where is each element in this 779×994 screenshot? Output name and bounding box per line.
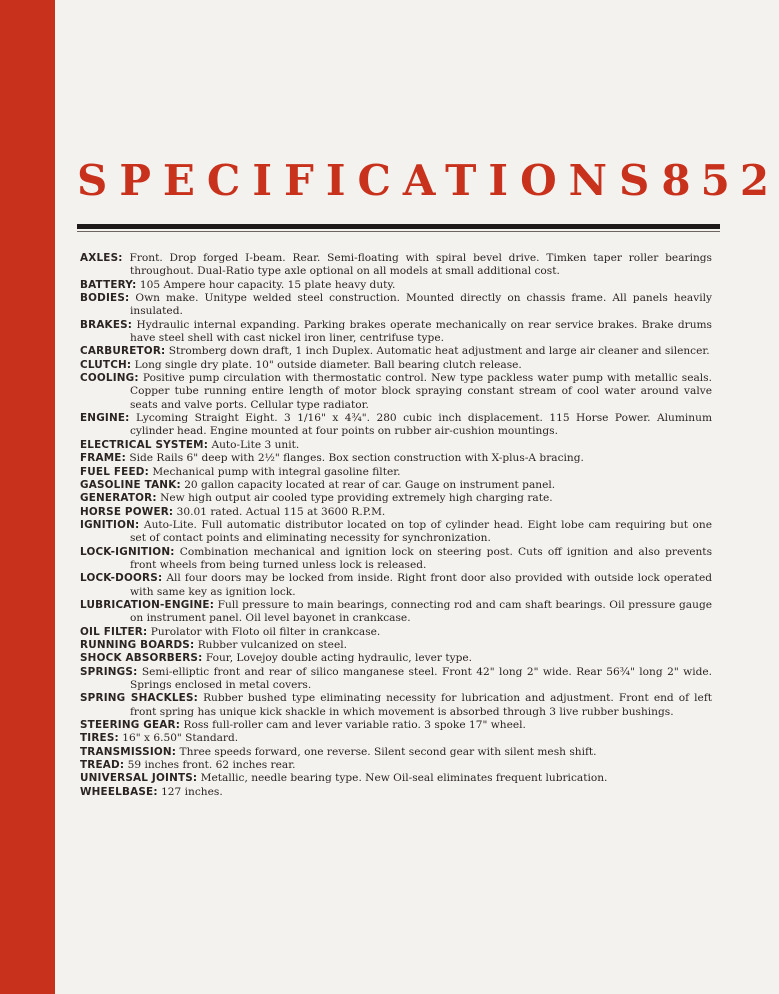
spec-label: BODIES:	[80, 292, 130, 305]
spec-label: FRAME:	[80, 452, 126, 465]
spec-entry	[80, 666, 712, 693]
spec-label: HORSE POWER:	[80, 505, 174, 518]
spec-entry	[80, 345, 712, 358]
spec-text: Purolator with Floto oil filter in crankcase.	[150, 625, 381, 638]
spec-text: 59 inches front. 62 inches rear.	[127, 759, 296, 772]
spec-label: ENGINE:	[80, 412, 130, 425]
spec-label: TIRES:	[80, 732, 119, 745]
spec-label: GENERATOR:	[80, 492, 157, 505]
spec-text: Combination mechanical and ignition lock on steering post. Cuts off ignition and also prevents front wheels from being turned unless lock is released.	[130, 545, 713, 571]
spec-entry	[80, 292, 712, 319]
spec-text: 20 gallon capacity located at rear of car. Gauge on instrument panel.	[184, 478, 556, 491]
spec-entry	[80, 492, 712, 505]
spec-text: Positive pump circulation with thermostatic control. New type packless water pump with metallic seals. Copper tube running entire length of motor block spraying constant stream of cool water around valve seats and valve ports. Cellular type radiator.	[130, 372, 712, 411]
specifications-list	[80, 252, 712, 799]
spec-label: OIL FILTER:	[80, 625, 148, 638]
spec-entry	[80, 759, 712, 772]
title-rule-thick	[77, 224, 720, 229]
spec-text: Rubber vulcanized on steel.	[197, 638, 347, 651]
spec-entry	[80, 372, 712, 412]
spec-text: New high output air cooled type providing extremely high charging rate.	[160, 492, 553, 505]
spec-entry	[80, 692, 712, 719]
spec-entry	[80, 479, 712, 492]
spec-text: Side Rails 6" deep with 2½" flanges. Box section construction with X-plus-A bracing.	[129, 452, 584, 465]
spec-entry	[80, 786, 712, 799]
spec-entry	[80, 746, 712, 759]
spec-text: Long single dry plate. 10" outside diameter. Ball bearing clutch release.	[134, 358, 522, 371]
spec-text: Four, Lovejoy double acting hydraulic, lever type.	[205, 652, 473, 665]
spec-text: Front. Drop forged I-beam. Rear. Semi-floating with spiral bevel drive. Timken taper roller bearings throughout. Dual-Ratio type axle optional on all models at small additional cost.	[129, 252, 712, 278]
page-title	[77, 156, 779, 205]
spec-label: SPRINGS:	[80, 665, 138, 678]
spec-entry	[80, 506, 712, 519]
spec-label: UNIVERSAL JOINTS:	[80, 772, 198, 785]
spec-label: COOLING:	[80, 372, 139, 385]
spec-text: 127 inches.	[161, 785, 223, 798]
spec-label: TREAD:	[80, 759, 125, 772]
spec-entry	[80, 652, 712, 665]
spec-entry	[80, 279, 712, 292]
spec-entry	[80, 412, 712, 439]
spec-entry	[80, 772, 712, 785]
spec-text: Ross full-roller cam and lever variable ratio. 3 spoke 17" wheel.	[183, 719, 526, 732]
spec-entry	[80, 719, 712, 732]
spec-entry	[80, 252, 712, 279]
title-word: SPECIFICATIONS	[77, 156, 662, 205]
spec-entry	[80, 319, 712, 346]
spec-label: CARBURETOR:	[80, 345, 166, 358]
spec-label: LOCK-IGNITION:	[80, 545, 175, 558]
spec-text: Stromberg down draft, 1 inch Duplex. Automatic heat adjustment and large air cleaner and silencer.	[168, 345, 710, 358]
spec-label: BATTERY:	[80, 278, 137, 291]
spec-text: Semi-elliptic front and rear of silico manganese steel. Front 42" long 2" wide. Rear 56¾" long 2" wide. Springs enclosed in metal covers.	[130, 665, 713, 691]
spec-label: FUEL FEED:	[80, 465, 149, 478]
spec-text: All four doors may be locked from inside. Right front door also provided with outside lock operated with same key as ignition lock.	[130, 572, 712, 598]
spec-text: Mechanical pump with integral gasoline filter.	[152, 465, 401, 478]
spec-entry	[80, 519, 712, 546]
spec-label: IGNITION:	[80, 518, 140, 531]
spec-entry	[80, 546, 712, 573]
spec-label: STEERING GEAR:	[80, 719, 181, 732]
spec-text: 30.01 rated. Actual 115 at 3600 R.P.M.	[176, 505, 386, 518]
spec-label: AXLES:	[80, 252, 123, 264]
spec-entry	[80, 572, 712, 599]
spec-label: GASOLINE TANK:	[80, 478, 181, 491]
title-rule-thin	[77, 231, 720, 232]
spec-text: Metallic, needle bearing type. New Oil-seal eliminates frequent lubrication.	[200, 772, 608, 785]
spec-label: SPRING SHACKLES:	[80, 692, 198, 705]
spec-label: CLUTCH:	[80, 358, 132, 371]
spec-label: ELECTRICAL SYSTEM:	[80, 438, 209, 451]
spec-entry	[80, 732, 712, 745]
spec-label: SHOCK ABSORBERS:	[80, 652, 203, 665]
spec-entry	[80, 626, 712, 639]
spec-text: Auto-Lite. Full automatic distributor located on top of cylinder head. Eight lobe cam requiring but one set of contact points and eliminating necessity for synchronization.	[130, 518, 712, 545]
spec-label: RUNNING BOARDS:	[80, 638, 195, 651]
spec-label: WHEELBASE:	[80, 785, 158, 798]
spec-entry	[80, 359, 712, 372]
spec-entry	[80, 439, 712, 452]
spec-label: LUBRICATION-ENGINE:	[80, 598, 215, 611]
spec-text: Full pressure to main bearings, connecting rod and cam shaft bearings. Oil pressure gauge on instrument panel. Oil level bayonet in crankcase.	[130, 598, 712, 625]
spec-text: Lycoming Straight Eight. 3 1/16" x 4¾". 280 cubic inch displacement. 115 Horse Power. Aluminum cylinder head. Engine mounted at four points on rubber air-cushion mountings.	[130, 412, 712, 438]
spec-label: BRAKES:	[80, 318, 133, 331]
red-margin-band	[0, 0, 55, 994]
spec-text: Hydraulic internal expanding. Parking brakes operate mechanically on rear service brakes. Brake drums have steel shell with cast nickel iron liner, centrifuse type.	[130, 318, 712, 345]
spec-text: Rubber bushed type eliminating necessity for lubrication and adjustment. Front end of left front spring has unique kick shackle in which movement is absorbed through 3 live rubber bushings.	[130, 692, 713, 718]
spec-text: Three speeds forward, one reverse. Silent second gear with silent mesh shift.	[179, 745, 597, 758]
spec-text: 16" x 6.50" Standard.	[122, 732, 239, 745]
spec-entry	[80, 466, 712, 479]
spec-text: Own make. Unitype welded steel construction. Mounted directly on chassis frame. All panels heavily insulated.	[130, 292, 712, 318]
spec-label: LOCK-DOORS:	[80, 572, 163, 585]
spec-entry	[80, 599, 712, 626]
spec-text: 105 Ampere hour capacity. 15 plate heavy duty.	[139, 278, 396, 291]
spec-text: Auto-Lite 3 unit.	[211, 438, 300, 451]
spec-entry	[80, 639, 712, 652]
spec-label: TRANSMISSION:	[80, 745, 177, 758]
spec-entry	[80, 452, 712, 465]
title-model-number: 852	[661, 156, 779, 205]
